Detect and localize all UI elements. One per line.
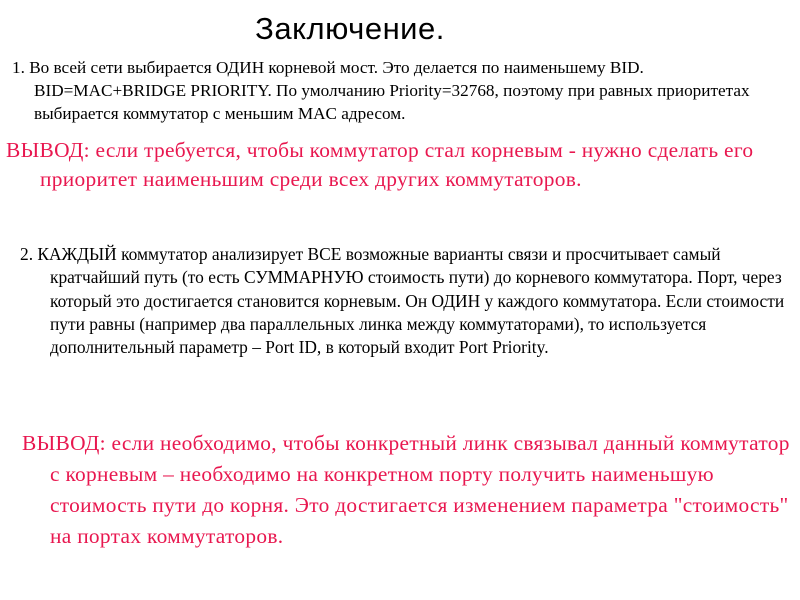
point-2-text: 2. КАЖДЫЙ коммутатор анализирует ВСЕ возможные варианты связи и просчитывает самый кратчайший путь (то есть СУММАРНУЮ стоимость пути) до корневого коммутатора. Порт, через который это достигается становится корневым. Он ОДИН у каждого коммутатора. Если стоимости пути равны (например два параллельных линка между коммутаторами), то используется дополнительный параметр – Port ID, в который входит Port Priority. [20,244,785,358]
slide-title: Заключение. [255,11,445,46]
conclusion-1-text: ВЫВОД: если требуется, чтобы коммутатор стал корневым - нужно сделать его приоритет наименьшим среди всех других коммутаторов. [6,138,754,191]
point-1-text: 1. Во всей сети выбирается ОДИН корневой мост. Это делается по наименьшему BID. BID=MAC+BRIDGE PRIORITY. По умолчанию Priority=32768, поэтому при равных приоритетах выбирается коммутатор с меньшим MAC адресом. [12,58,750,123]
conclusion-2-text: ВЫВОД: если необходимо, чтобы конкретный линк связывал данный коммутатор с корневым – необходимо на конкретном порту получить наименьшую стоимость пути до корня. Это достигается изменением параметра "стоимость" на портах коммутаторов. [22,431,790,548]
